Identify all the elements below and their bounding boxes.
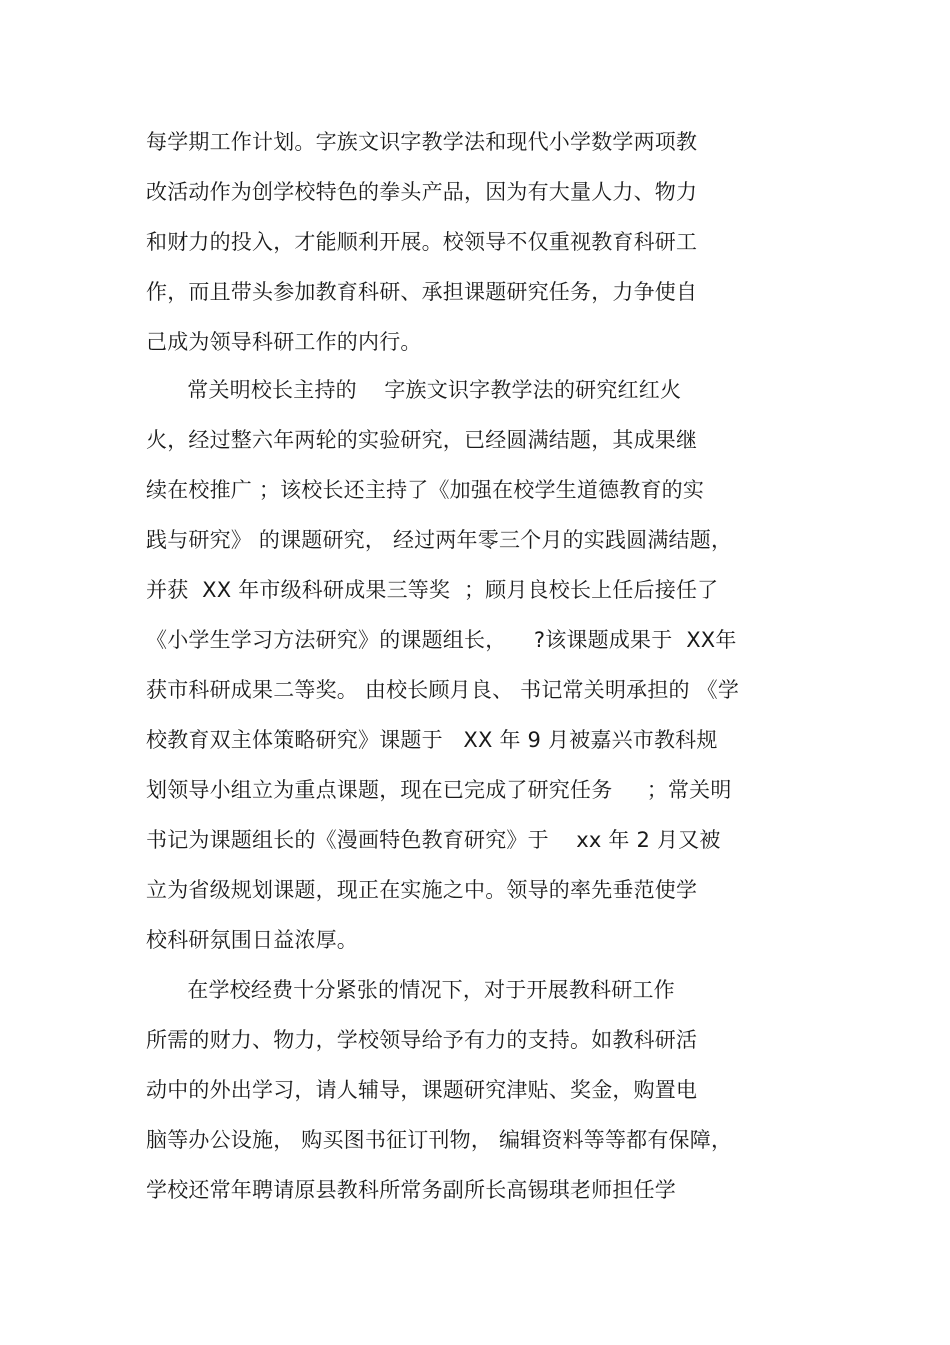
text-line: 改活动作为创学校特色的拳头产品，因为有大量人力、物力 [146,180,698,204]
text-line: 立为省级规划课题，现正在实施之中。领导的率先垂范使学 [146,878,698,902]
text-line: 常关明校长主持的 字族文识字教学法的研究红红火 [146,378,682,402]
text-line: 划领导小组立为重点课题，现在已完成了研究任务 ；常关明 [146,778,732,802]
text-line: 获市科研成果二等奖。 由校长顾月良、 书记常关明承担的 《学 [146,678,740,702]
text-line: 校科研氛围日益浓厚。 [146,928,358,952]
text-line: 作，而且带头参加教育科研、承担课题研究任务，力争使自 [146,280,698,304]
text-line: 每学期工作计划。字族文识字教学法和现代小学数学两项教 [146,130,698,154]
text-line: 脑等办公设施， 购买图书征订刊物， 编辑资料等等都有保障， [146,1128,733,1152]
text-line: 和财力的投入，才能顺利开展。校领导不仅重视教育科研工 [146,230,698,254]
text-line: 在学校经费十分紧张的情况下，对于开展教科研工作 [146,978,675,1002]
text-line: 动中的外出学习，请人辅导，课题研究津贴、奖金，购置电 [146,1078,698,1102]
text-line: 所需的财力、物力，学校领导给予有力的支持。如教科研活 [146,1028,698,1052]
text-line: 续在校推广 ；该校长还主持了《加强在校学生道德教育的实 [146,478,705,502]
text-line: 践与研究》 的课题研究， 经过两年零三个月的实践圆满结题， [146,528,733,552]
text-line: 己成为领导科研工作的内行。 [146,330,422,354]
text-line: 学校还常年聘请原县教科所常务副所长高锡琪老师担任学 [146,1178,676,1202]
text-line: 火，经过整六年两轮的实验研究，已经圆满结题，其成果继 [146,428,698,452]
text-line: 书记为课题组长的《漫画特色教育研究》于 xx 年 2 月又被 [146,828,721,852]
text-line: 校教育双主体策略研究》课题于 XX 年 9 月被嘉兴市教科规 [146,728,718,752]
text-line: 《小学生学习方法研究》的课题组长， ?该课题成果于 XX年 [146,628,737,652]
text-line: 并获 XX 年市级科研成果三等奖 ；顾月良校长上任后接任了 [146,578,719,602]
